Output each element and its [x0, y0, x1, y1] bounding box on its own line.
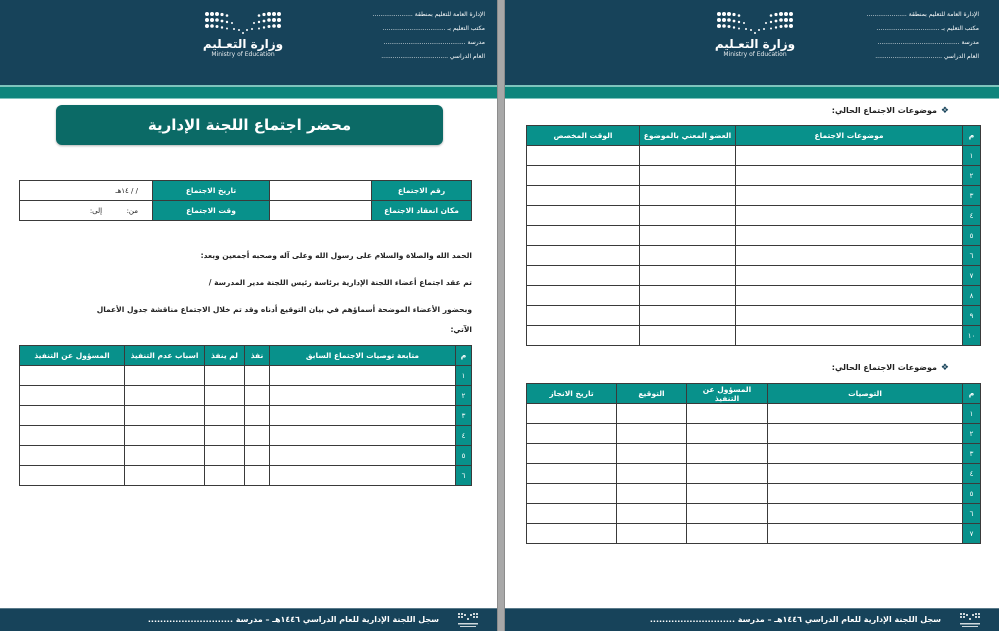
- table-cell[interactable]: [527, 266, 640, 286]
- table-row: [527, 464, 981, 484]
- row-number: ٧: [963, 524, 981, 544]
- col-header-number: م: [456, 346, 472, 366]
- row-number: ٢: [456, 386, 472, 406]
- header-line-year: العام الدراسي ...................................: [875, 53, 979, 60]
- col-header-topics: موضوعات الاجتماع: [736, 126, 963, 146]
- row-number: ٢: [963, 424, 981, 444]
- table-cell[interactable]: [527, 246, 640, 266]
- table-row: [527, 186, 981, 206]
- table-cell[interactable]: [245, 386, 270, 406]
- meeting-date-label: تاريخ الاجتماع: [153, 181, 270, 201]
- meeting-held-paragraph: تم عقد اجتماع أعضاء اللجنة الإدارية برئاسة رئيس اللجنة مدير المدرسة /: [208, 278, 472, 287]
- table-cell[interactable]: [768, 464, 963, 484]
- header-line-office: مكتب التعليم بـ .................................: [382, 25, 485, 32]
- logo-text-english: Ministry of Education: [211, 51, 275, 58]
- table-cell[interactable]: [640, 246, 736, 266]
- table-cell[interactable]: [270, 406, 456, 426]
- table-cell[interactable]: [617, 444, 687, 464]
- table-cell[interactable]: [687, 464, 768, 484]
- table-cell[interactable]: [640, 266, 736, 286]
- table-cell[interactable]: [527, 166, 640, 186]
- footer-text: سجل اللجنة الإدارية للعام الدراسي ١٤٤٦هـ – مدرسة ............................: [649, 615, 941, 624]
- table-cell[interactable]: [527, 444, 617, 464]
- table-cell[interactable]: [20, 406, 125, 426]
- col-header-responsible: المسؤول عن التنفيذ: [20, 346, 125, 366]
- col-header-reasons: اسباب عدم التنفيذ: [125, 346, 205, 366]
- logo-text-arabic: وزارة التعـليم: [714, 37, 796, 51]
- table-cell[interactable]: [205, 426, 245, 446]
- col-header-responsible: المسؤول عن التنفيذ: [687, 384, 768, 404]
- table-row: [527, 306, 981, 326]
- header-line-region: الإدارة العامة للتعليم بمنطقة .....................: [866, 11, 979, 18]
- table-cell[interactable]: [640, 306, 736, 326]
- row-number: ٣: [963, 186, 981, 206]
- col-header-done: نفذ: [245, 346, 270, 366]
- header-band: [0, 85, 497, 99]
- col-header-signature: التوقيع: [617, 384, 687, 404]
- attendance-paragraph: وبحضور الأعضاء الموضحة أسماؤهم في بيان التوقيع أدناه وقد تم خلال الاجتماع مناقشة جدول الأعمال: [96, 305, 472, 314]
- col-header-number: م: [963, 126, 981, 146]
- table-cell[interactable]: [687, 444, 768, 464]
- table-row: [20, 366, 472, 386]
- table-cell[interactable]: [270, 426, 456, 446]
- ministry-logo: [200, 11, 286, 59]
- table-cell[interactable]: [245, 466, 270, 486]
- row-number: ١٠: [963, 326, 981, 346]
- section-current-topics-2-label: موضوعات الاجتماع الحالي:: [831, 363, 937, 372]
- meeting-date-field[interactable]: / / ١٤هـ: [20, 181, 153, 201]
- row-number: ٧: [963, 266, 981, 286]
- row-number: ١: [963, 146, 981, 166]
- footer-text: سجل اللجنة الإدارية للعام الدراسي ١٤٤٦هـ – مدرسة ............................: [147, 615, 439, 624]
- table-cell[interactable]: [125, 466, 205, 486]
- row-number: ٩: [963, 306, 981, 326]
- col-header-time: الوقت المخصص: [527, 126, 640, 146]
- row-number: ٦: [963, 246, 981, 266]
- table-cell[interactable]: [527, 286, 640, 306]
- time-to-label: إلى:: [89, 206, 103, 215]
- table-cell[interactable]: [736, 266, 963, 286]
- table-cell[interactable]: [768, 504, 963, 524]
- table-cell[interactable]: [617, 504, 687, 524]
- table-row: [527, 504, 981, 524]
- meeting-info-table: [19, 180, 472, 221]
- page-divider: [497, 0, 505, 631]
- table-cell[interactable]: [527, 306, 640, 326]
- intro-paragraph: الحمد الله والصلاة والسلام على رسول الله وعلى آله وصحبه أجمعين وبعد:: [200, 251, 472, 260]
- col-header-not-done: لم ينفذ: [205, 346, 245, 366]
- table-cell[interactable]: [125, 426, 205, 446]
- table-row: [527, 206, 981, 226]
- table-cell[interactable]: [527, 424, 617, 444]
- meeting-number-label: رقم الاجتماع: [372, 181, 472, 201]
- page-footer: [0, 608, 497, 631]
- table-cell[interactable]: [640, 226, 736, 246]
- table-row: [20, 406, 472, 426]
- row-number: ٤: [456, 426, 472, 446]
- table-row: [20, 446, 472, 466]
- table-cell[interactable]: [270, 446, 456, 466]
- table-row: [527, 266, 981, 286]
- table-cell[interactable]: [527, 484, 617, 504]
- table-cell[interactable]: [736, 226, 963, 246]
- table-row: [20, 466, 472, 486]
- table-row: [527, 404, 981, 424]
- header-line-office: مكتب التعليم بـ .................................: [876, 25, 979, 32]
- table-cell[interactable]: [527, 146, 640, 166]
- table-cell[interactable]: [768, 524, 963, 544]
- table-cell[interactable]: [736, 146, 963, 166]
- header-band: [505, 85, 999, 99]
- col-header-member: العضو المعني بالموضوع: [640, 126, 736, 146]
- table-cell[interactable]: [617, 484, 687, 504]
- section-current-topics: [832, 106, 949, 116]
- logo-text-arabic: وزارة التعـليم: [202, 37, 284, 51]
- table-cell[interactable]: [617, 464, 687, 484]
- page-right: [505, 0, 999, 631]
- diamond-bullet-icon: ❖: [940, 106, 949, 116]
- table-cell[interactable]: [768, 444, 963, 464]
- table-cell[interactable]: [527, 464, 617, 484]
- table-cell[interactable]: [125, 446, 205, 466]
- table-cell[interactable]: [20, 446, 125, 466]
- table-cell[interactable]: [205, 466, 245, 486]
- col-header-previous-recs: متابعة توصيات الاجتماع السابق: [270, 346, 456, 366]
- table-row: [527, 484, 981, 504]
- table-cell[interactable]: [687, 424, 768, 444]
- table-cell[interactable]: [768, 404, 963, 424]
- table-cell[interactable]: [205, 386, 245, 406]
- table-cell[interactable]: [687, 504, 768, 524]
- table-cell[interactable]: [768, 484, 963, 504]
- table-cell[interactable]: [20, 466, 125, 486]
- table-cell[interactable]: [205, 406, 245, 426]
- row-number: ٨: [963, 286, 981, 306]
- meeting-place-field[interactable]: [270, 201, 372, 221]
- row-number: ٦: [456, 466, 472, 486]
- table-cell[interactable]: [640, 146, 736, 166]
- logo-text-english: Ministry of Education: [723, 51, 787, 58]
- table-cell[interactable]: [736, 306, 963, 326]
- table-row: [20, 386, 472, 406]
- row-number: ٤: [963, 464, 981, 484]
- table-cell[interactable]: [736, 246, 963, 266]
- logo-dots-icon: [716, 11, 794, 35]
- table-cell[interactable]: [640, 166, 736, 186]
- header-line-year: العام الدراسي ...................................: [381, 53, 485, 60]
- table-cell[interactable]: [736, 186, 963, 206]
- table-cell[interactable]: [245, 446, 270, 466]
- table-cell[interactable]: [270, 466, 456, 486]
- ministry-logo: [712, 11, 798, 59]
- table-row: [527, 444, 981, 464]
- page-footer: [505, 608, 999, 631]
- page-header: [505, 0, 999, 85]
- footer-logo-icon: [959, 612, 981, 628]
- table-cell[interactable]: [245, 366, 270, 386]
- table-cell[interactable]: [736, 206, 963, 226]
- row-number: ٦: [963, 504, 981, 524]
- table-cell[interactable]: [527, 524, 617, 544]
- table-cell[interactable]: [687, 484, 768, 504]
- table-cell[interactable]: [617, 424, 687, 444]
- row-number: ٣: [963, 444, 981, 464]
- table-cell[interactable]: [736, 286, 963, 306]
- col-header-number: م: [963, 384, 981, 404]
- table-cell[interactable]: [687, 404, 768, 424]
- table-cell[interactable]: [205, 446, 245, 466]
- table-cell[interactable]: [245, 426, 270, 446]
- row-number: ٥: [963, 484, 981, 504]
- meeting-time-field[interactable]: [20, 201, 153, 221]
- table-cell[interactable]: [687, 524, 768, 544]
- row-number: ٥: [456, 446, 472, 466]
- col-header-completion-date: تاريخ الانجاز: [527, 384, 617, 404]
- meeting-place-label: مكان انعقاد الاجتماع: [372, 201, 472, 221]
- header-info-lines: [373, 8, 485, 64]
- table-cell[interactable]: [640, 326, 736, 346]
- row-number: ٤: [963, 206, 981, 226]
- table-cell[interactable]: [527, 206, 640, 226]
- table-cell[interactable]: [640, 186, 736, 206]
- footer-logo-icon: [457, 612, 479, 628]
- page-left: [0, 0, 497, 631]
- table-row: [527, 326, 981, 346]
- table-row: [527, 524, 981, 544]
- header-line-region: الإدارة العامة للتعليم بمنطقة .....................: [372, 11, 485, 18]
- table-cell[interactable]: [527, 404, 617, 424]
- table-cell[interactable]: [736, 166, 963, 186]
- time-from-label: من:: [126, 206, 138, 215]
- header-line-school: مدرسة ...........................................: [877, 39, 979, 46]
- header-info-lines: [867, 8, 979, 64]
- recommendations-table: [526, 383, 981, 544]
- col-header-recommendations: التوصيات: [768, 384, 963, 404]
- table-row: [527, 286, 981, 306]
- table-row: [527, 226, 981, 246]
- row-number: ١: [456, 366, 472, 386]
- logo-dots-icon: [204, 11, 282, 35]
- page-header: [0, 0, 497, 85]
- section-current-topics-2: [832, 363, 949, 373]
- row-number: ٢: [963, 166, 981, 186]
- table-cell[interactable]: [768, 424, 963, 444]
- table-cell[interactable]: [205, 366, 245, 386]
- table-cell[interactable]: [125, 386, 205, 406]
- table-cell[interactable]: [245, 406, 270, 426]
- agenda-paragraph: الآتي:: [450, 325, 472, 334]
- row-number: ١: [963, 404, 981, 424]
- table-row: [527, 166, 981, 186]
- table-cell[interactable]: [270, 366, 456, 386]
- table-cell[interactable]: [736, 326, 963, 346]
- table-cell[interactable]: [20, 426, 125, 446]
- table-cell[interactable]: [125, 406, 205, 426]
- table-cell[interactable]: [640, 206, 736, 226]
- table-cell[interactable]: [640, 286, 736, 306]
- table-cell[interactable]: [20, 386, 125, 406]
- meeting-number-field[interactable]: [270, 181, 372, 201]
- table-row: [527, 246, 981, 266]
- table-cell[interactable]: [527, 326, 640, 346]
- table-row: [20, 426, 472, 446]
- diamond-bullet-icon: ❖: [940, 363, 949, 373]
- table-cell[interactable]: [527, 186, 640, 206]
- row-number: ٥: [963, 226, 981, 246]
- meeting-time-label: وقت الاجتماع: [153, 201, 270, 221]
- table-cell[interactable]: [270, 386, 456, 406]
- table-cell[interactable]: [617, 404, 687, 424]
- header-line-school: مدرسة ...........................................: [383, 39, 485, 46]
- table-cell[interactable]: [617, 524, 687, 544]
- table-cell[interactable]: [527, 504, 617, 524]
- page-title: محضر اجتماع اللجنة الإدارية: [56, 105, 443, 145]
- table-cell[interactable]: [20, 366, 125, 386]
- topics-table: [526, 125, 981, 346]
- table-cell[interactable]: [125, 366, 205, 386]
- table-row: [527, 146, 981, 166]
- followup-table: [19, 345, 472, 486]
- table-row: [527, 424, 981, 444]
- row-number: ٣: [456, 406, 472, 426]
- table-cell[interactable]: [527, 226, 640, 246]
- section-current-topics-label: موضوعات الاجتماع الحالي:: [831, 106, 937, 115]
